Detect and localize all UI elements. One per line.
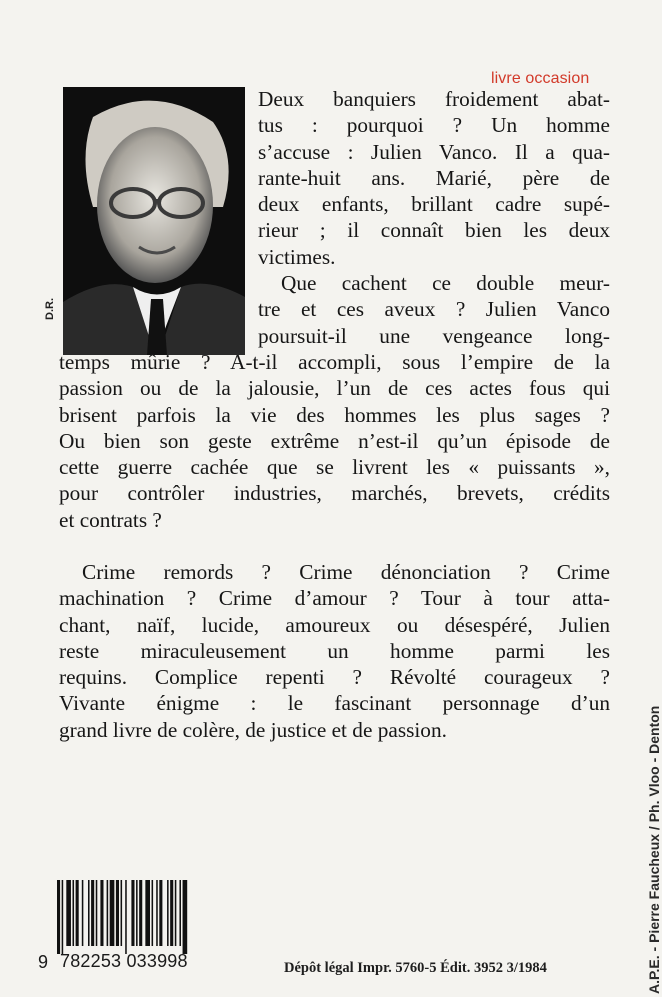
text-line: reste miraculeusement un homme parmi les — [59, 638, 610, 663]
text-line: Vivante énigme : le fascinant personnage d’un — [59, 691, 610, 716]
text-line: Crime remords ? Crime dénonciation ? Crime — [82, 560, 610, 584]
text-line: s’accuse : Julien Vanco. Il a qua- — [258, 139, 610, 164]
text-line: machination ? Crime d’amour ? Tour à tour atta- — [59, 586, 610, 611]
legal-deposit-text: Dépôt légal Impr. 5760-5 Édit. 3952 3/1984 — [284, 960, 547, 976]
text-line: pour contrôler industries, marchés, brevets, crédits — [59, 481, 610, 506]
photo-credit: D.R. — [44, 298, 56, 320]
text-line: deux enfants, brillant cadre supé- — [258, 192, 610, 217]
author-portrait-image — [63, 87, 245, 355]
text-line: poursuit-il une vengeance long- — [258, 323, 610, 348]
text-line: rante-huit ans. Marié, père de — [258, 165, 610, 190]
text-line: victimes. — [258, 244, 336, 269]
cover-design-credit: A.P.E. - Pierre Faucheux / Ph. Vloo - Denton — [646, 705, 662, 994]
text-line: chant, naïf, lucide, amoureux ou désespéré, Julien — [59, 612, 610, 637]
author-photo — [63, 87, 245, 355]
text-line: rieur ; il connaît bien les deux — [258, 218, 610, 243]
text-line: tus : pourquoi ? Un homme — [258, 113, 610, 138]
isbn-barcode — [57, 880, 229, 954]
isbn-digits: 782253 033998 — [60, 951, 188, 971]
text-line: temps mûrie ? A-t-il accompli, sous l’empire de la — [59, 350, 610, 374]
blurb-paragraph-3 — [59, 559, 610, 743]
blurb-paragraph-2 — [59, 349, 610, 533]
text-line: brisent parfois la vie des hommes les plus sages ? — [59, 402, 610, 427]
text-line: Deux banquiers froidement abat- — [258, 87, 610, 111]
text-line: grand livre de colère, de justice et de passion. — [59, 717, 447, 742]
text-line: passion ou de la jalousie, l’un de ces actes fous qui — [59, 376, 610, 401]
text-line: cette guerre cachée que se livrent les « puissants », — [59, 455, 610, 480]
text-line: Ou bien son geste extrême n’est-il qu’un épisode de — [59, 428, 610, 453]
blurb-beside-photo — [258, 86, 610, 349]
text-line: et contrats ? — [59, 507, 162, 532]
text-line: Que cachent ce double meur- — [281, 271, 610, 296]
isbn-first-digit: 9 — [38, 952, 49, 972]
watermark-label: livre occasion — [491, 70, 590, 87]
text-line: requins. Complice repenti ? Révolté courageux ? — [59, 665, 610, 690]
text-line: tre et ces aveux ? Julien Vanco — [258, 297, 610, 322]
